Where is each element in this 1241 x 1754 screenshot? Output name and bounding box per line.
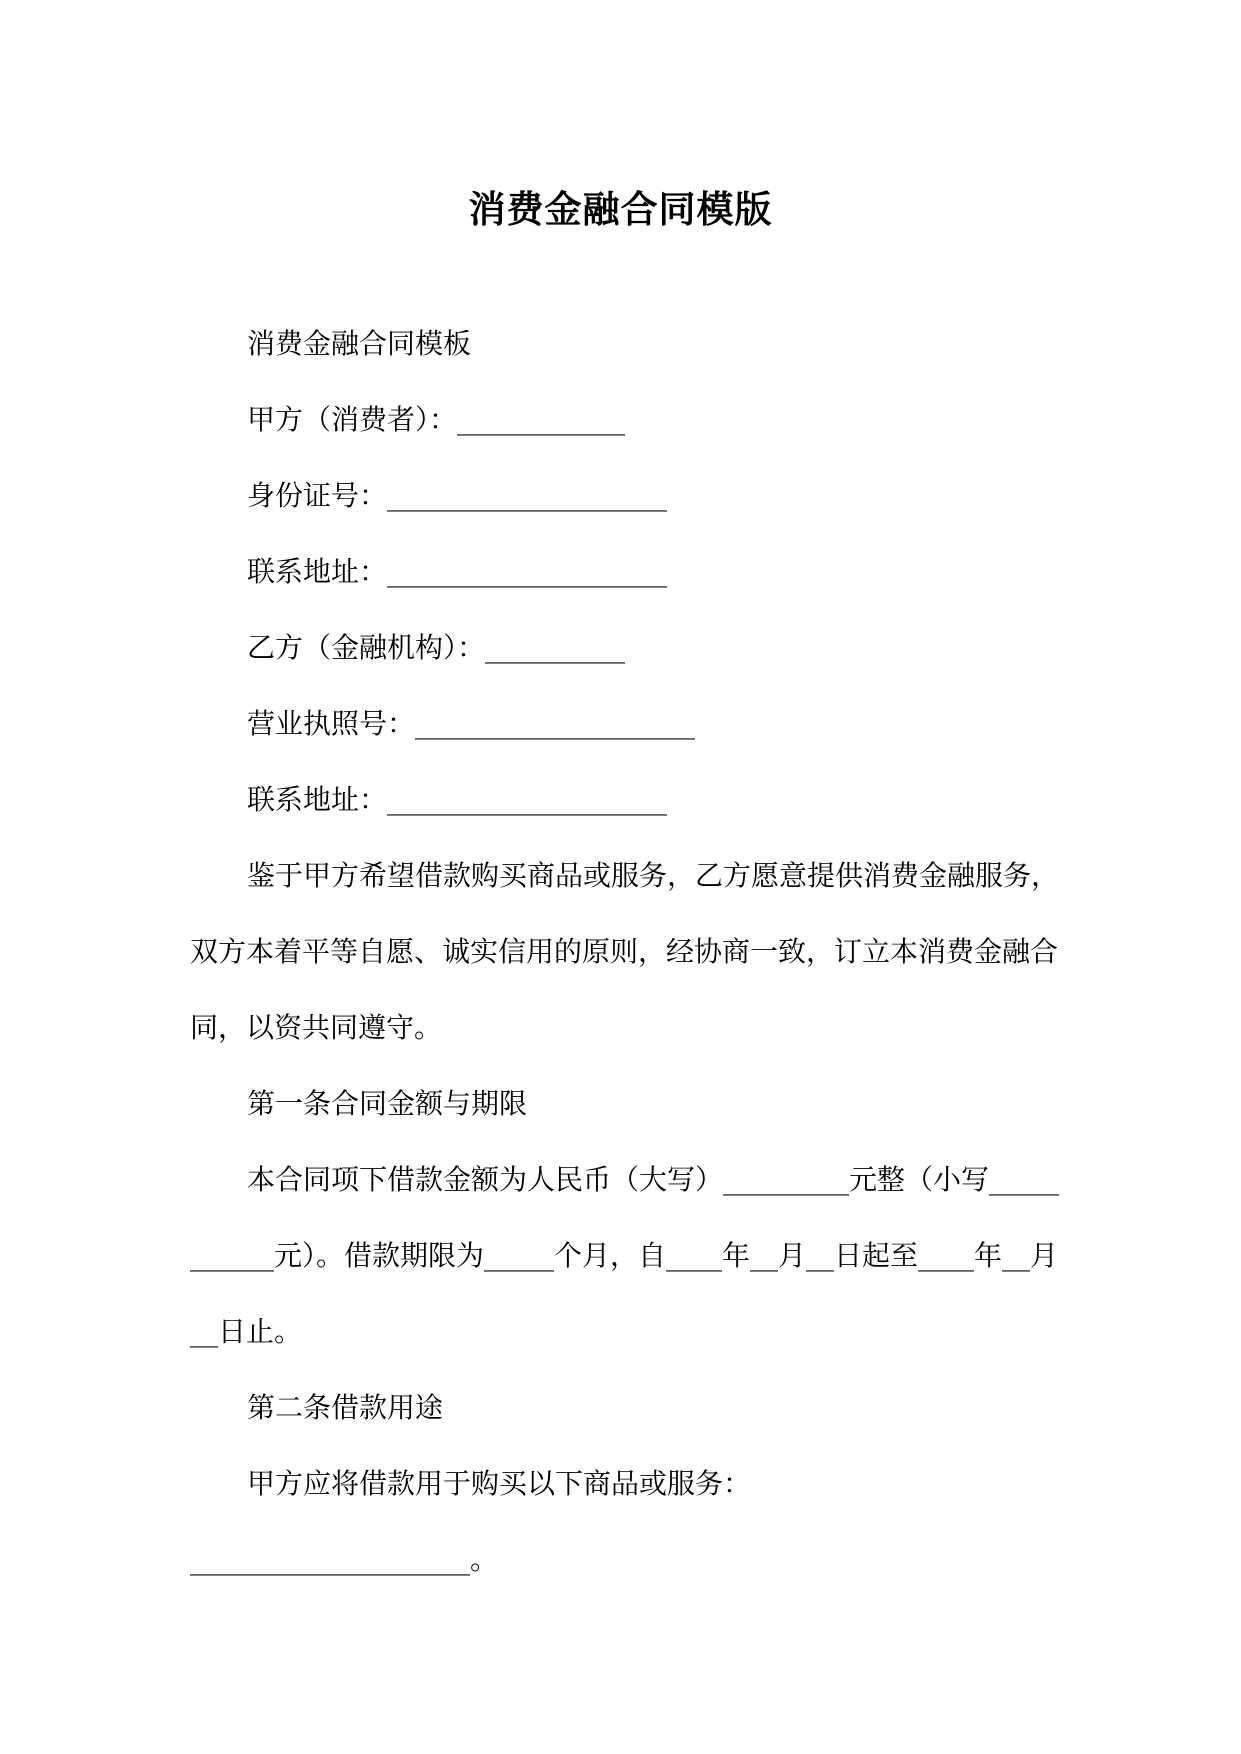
document-title: 消费金融合同模版	[468, 187, 773, 231]
paragraph-party-b: 乙方（金融机构）：__________	[247, 631, 626, 664]
paragraph-article-2-blank: ____________________。	[190, 1543, 499, 1576]
paragraph-party-b-address: 联系地址：____________________	[247, 783, 668, 816]
paragraph-template-name: 消费金融合同模板	[247, 327, 472, 360]
paragraph-party-a-address: 联系地址：____________________	[247, 555, 668, 588]
paragraph-article-1-heading: 第一条合同金额与期限	[247, 1087, 528, 1120]
document-body	[190, 306, 1060, 1598]
paragraph-preamble: 鉴于甲方希望借款购买商品或服务，乙方愿意提供消费金融服务，双方本着平等自愿、诚实信用的原则，经协商一致，订立本消费金融合同，以资共同遵守。	[190, 859, 1060, 1044]
paragraph-article-1-body: 本合同项下借款金额为人民币（大写）_________元整（小写___________元）。借款期限为_____个月，自____年__月__日起至____年__月__日止。	[190, 1163, 1060, 1348]
paragraph-id-number: 身份证号：____________________	[247, 479, 668, 512]
paragraph-business-license: 营业执照号：____________________	[247, 707, 696, 740]
paragraph-party-a: 甲方（消费者）：____________	[247, 403, 626, 436]
paragraph-article-2-body: 甲方应将借款用于购买以下商品或服务：	[247, 1467, 752, 1500]
paragraph-article-2-heading: 第二条借款用途	[247, 1391, 444, 1424]
